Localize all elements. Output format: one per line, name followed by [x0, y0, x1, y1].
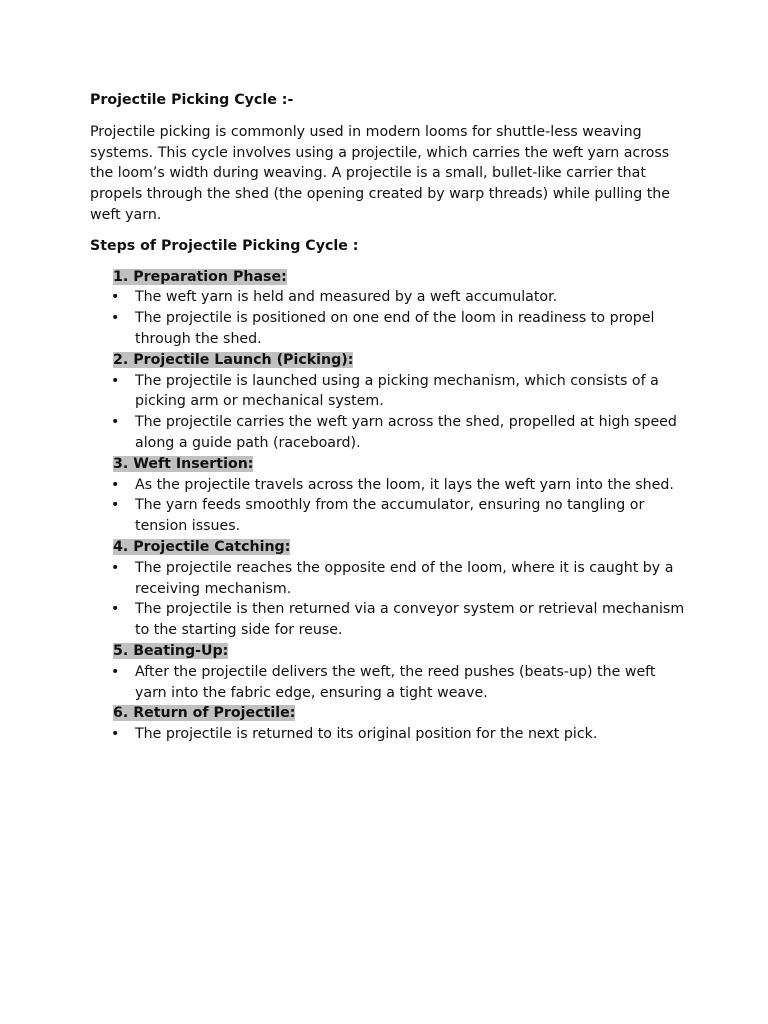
step-heading — [113, 350, 690, 371]
list-item-text: The projectile reaches the opposite end of the loom, where it is caught by a receiving mechanism. — [135, 559, 674, 597]
bullet-icon: • — [111, 497, 120, 514]
list-item-text: After the projectile delivers the weft, the reed pushes (beats-up) the weft yarn into the fabric edge, ensuring a tight weave. — [135, 663, 656, 701]
step-4 — [90, 537, 690, 641]
bullet-icon: • — [111, 601, 120, 618]
bullet-icon: • — [111, 289, 120, 306]
bullet-icon: • — [111, 726, 120, 743]
step-2 — [90, 350, 690, 454]
step-heading — [113, 537, 690, 558]
step-5 — [90, 641, 690, 703]
list-item-text: The projectile is positioned on one end of the loom in readiness to propel through the shed. — [135, 310, 655, 347]
list-item — [90, 412, 690, 454]
intro-paragraph: Projectile picking is commonly used in modern looms for shuttle-less weaving systems. This cycle involves using a projectile, which carries the weft yarn across the loom’s width during weaving. A projectile is a small, bullet-like carrier that propels through the shed (the opening created by warp threads) while pulling the weft yarn. — [90, 123, 671, 223]
document-title: Projectile Picking Cycle :- — [90, 92, 294, 108]
list-item-text: The weft yarn is held and measured by a weft accumulator. — [135, 289, 558, 306]
list-item-text: The projectile is then returned via a conveyor system or retrieval mechanism to the starting side for reuse. — [135, 601, 685, 639]
step-3 — [90, 454, 690, 537]
list-item-text: As the projectile travels across the loom, it lays the weft yarn into the shed. — [135, 476, 674, 493]
step-heading-text: 4. Projectile Catching: — [113, 538, 291, 555]
step-1 — [90, 267, 690, 350]
step-heading-text: 2. Projectile Launch (Picking): — [113, 351, 354, 368]
list-item — [90, 558, 690, 600]
document-page — [90, 90, 690, 745]
step-heading-text: 5. Beating-Up: — [113, 642, 229, 659]
list-item — [90, 495, 690, 537]
step-heading-text: 6. Return of Projectile: — [113, 705, 296, 722]
list-item — [90, 308, 690, 350]
bullet-icon: • — [111, 372, 120, 389]
steps-heading: Steps of Projectile Picking Cycle : — [90, 237, 359, 254]
list-item-text: The projectile is launched using a picking mechanism, which consists of a picking arm or mechanical system. — [135, 372, 659, 410]
step-heading-text: 3. Weft Insertion: — [113, 455, 254, 472]
bullet-icon: • — [111, 310, 120, 327]
step-heading-text: 1. Preparation Phase: — [113, 268, 287, 285]
step-heading — [113, 267, 690, 288]
list-item — [90, 287, 690, 308]
step-heading — [113, 703, 690, 724]
list-item — [90, 371, 690, 413]
bullet-icon: • — [111, 476, 120, 493]
list-item — [90, 475, 690, 496]
step-heading — [113, 454, 690, 475]
list-item-text: The projectile is returned to its original position for the next pick. — [135, 726, 598, 743]
list-item-text: The projectile carries the weft yarn across the shed, propelled at high speed along a guide path (raceboard). — [135, 414, 677, 451]
step-6 — [90, 703, 690, 745]
list-item — [90, 662, 690, 704]
step-heading — [113, 641, 690, 662]
list-item-text: The yarn feeds smoothly from the accumulator, ensuring no tangling or tension issues. — [135, 497, 645, 535]
list-item — [90, 724, 690, 745]
bullet-icon: • — [111, 414, 120, 431]
bullet-icon: • — [111, 663, 120, 680]
bullet-icon: • — [111, 559, 120, 576]
list-item — [90, 599, 690, 641]
